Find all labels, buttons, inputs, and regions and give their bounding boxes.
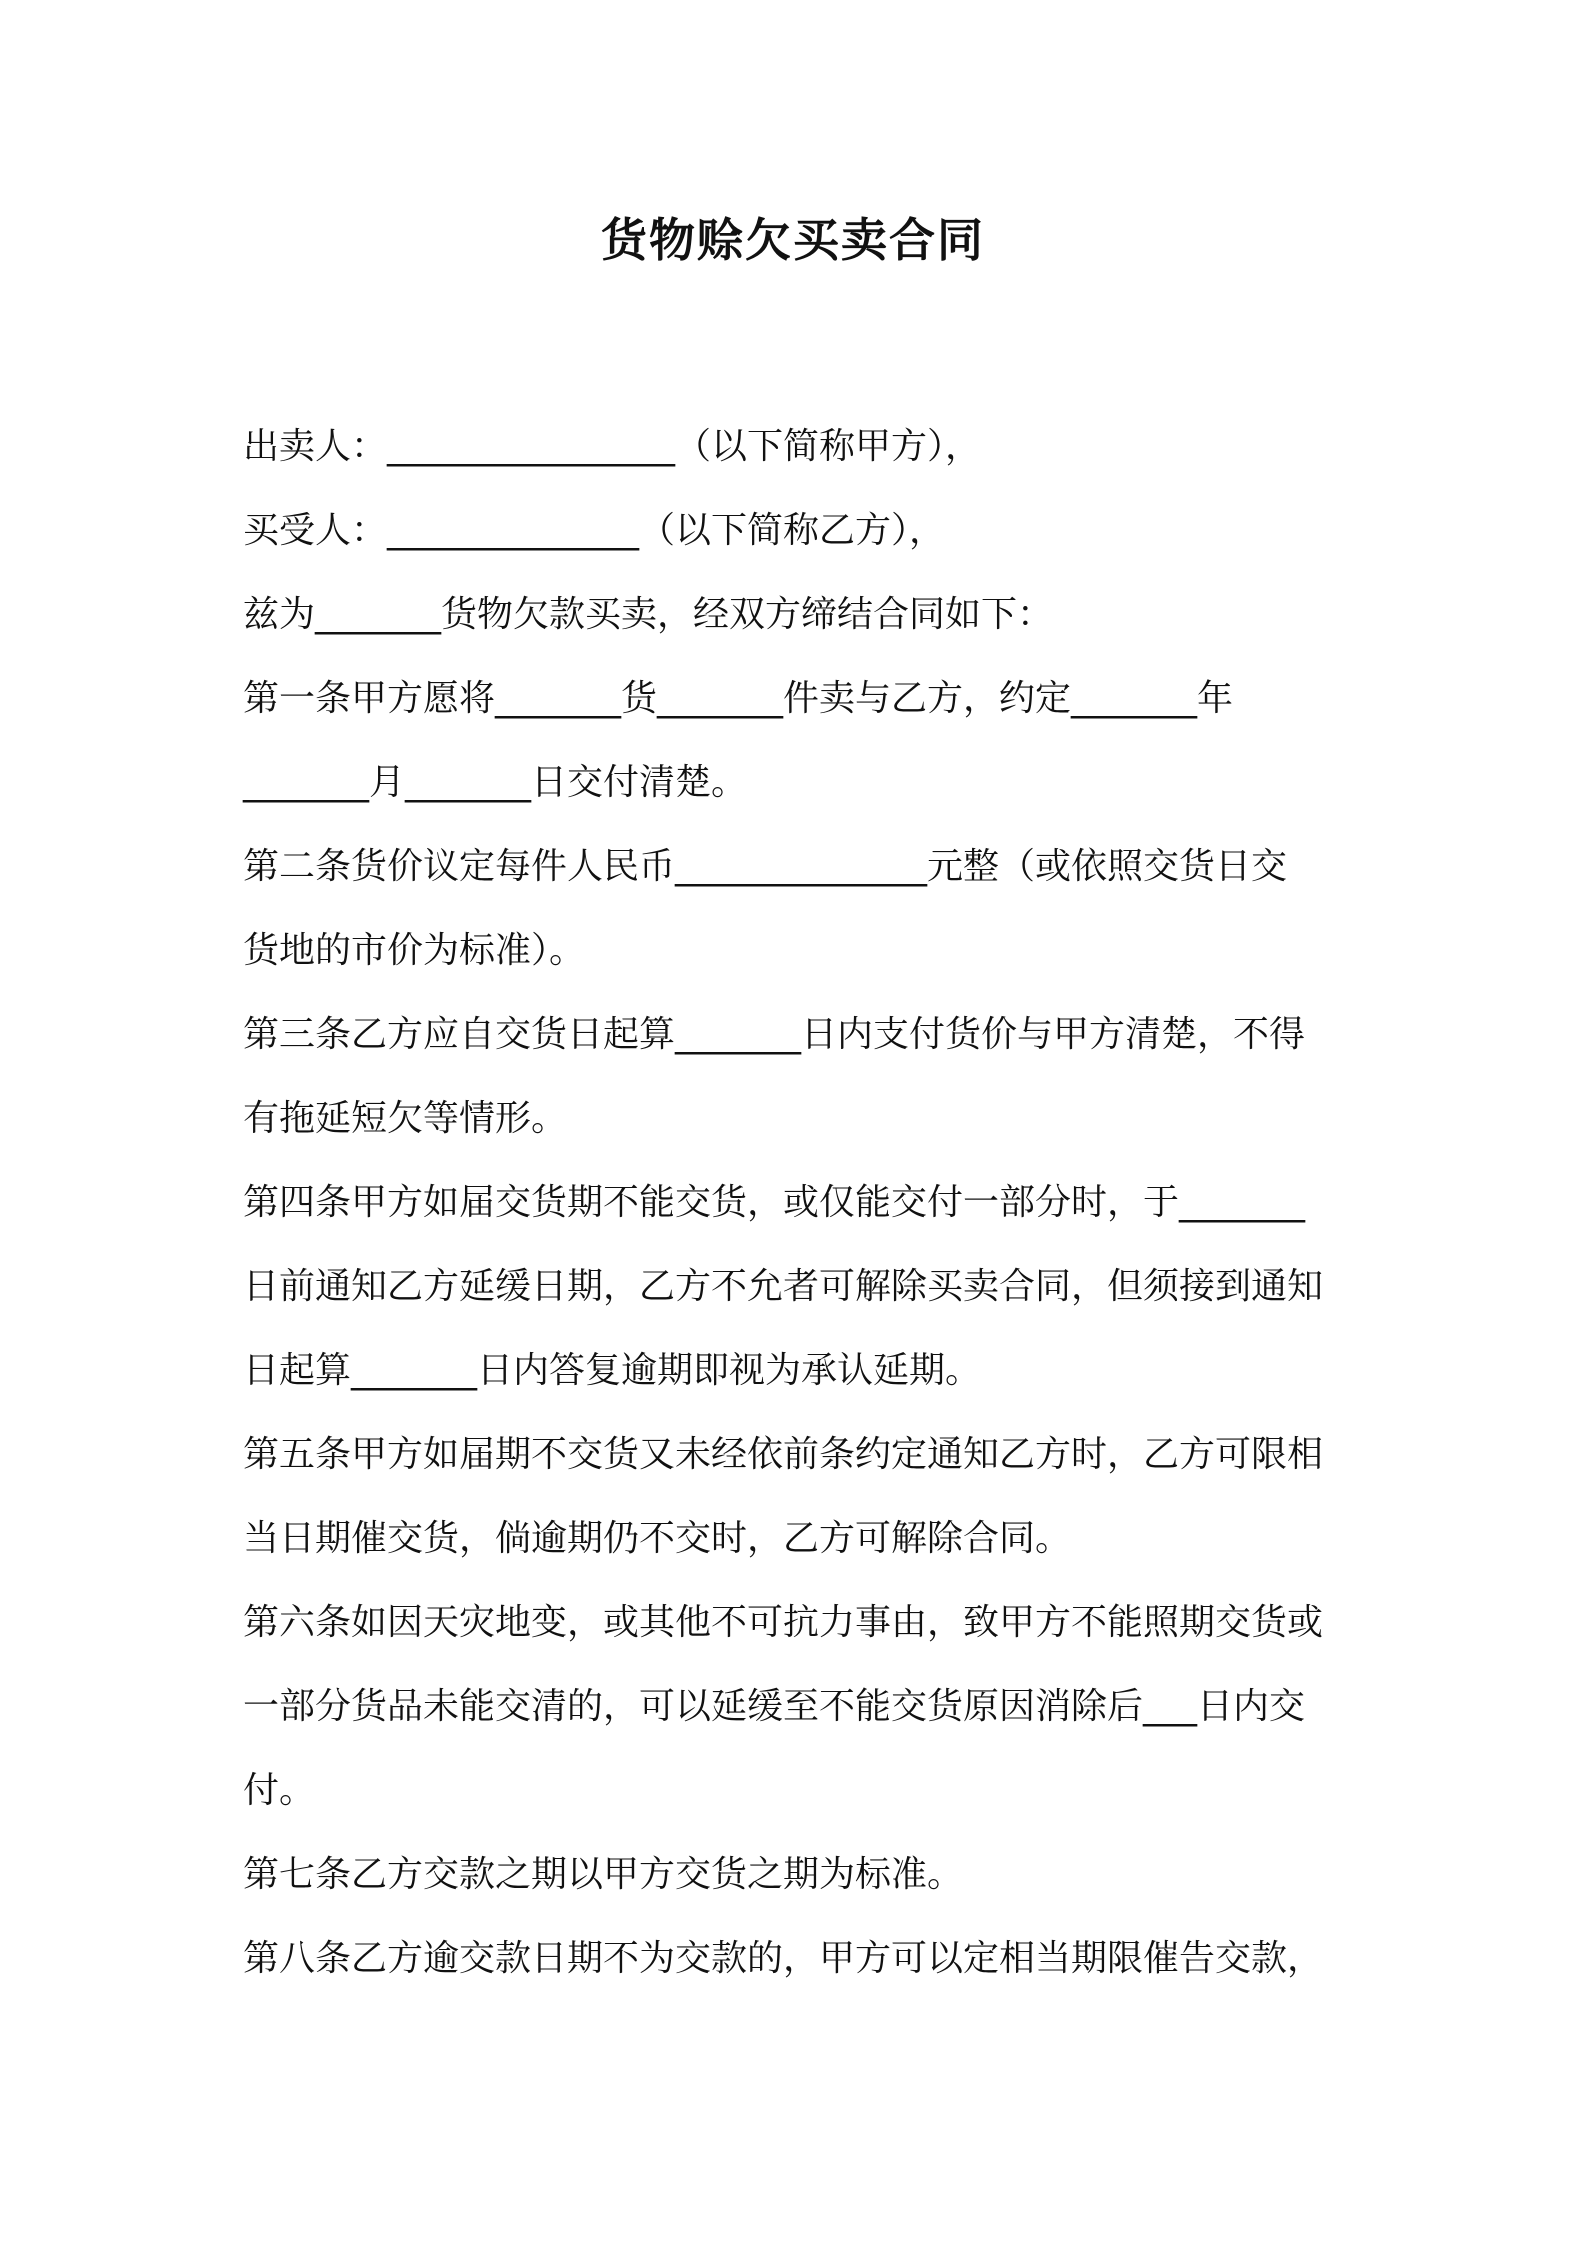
text-line: 货地的市价为标准）。 — [243, 930, 586, 971]
text-line: 日前通知乙方延缓日期，乙方不允者可解除买卖合同，但须接到通知 — [243, 1266, 1324, 1307]
document-body — [243, 405, 1358, 2001]
text-line: _______月_______日交付清楚。 — [243, 762, 748, 803]
text-line: 付。 — [243, 1770, 316, 1811]
text-line: 第二条货价议定每件人民币______________元整（或依照交货日交 — [243, 846, 1288, 887]
text-line: 第一条甲方愿将_______货_______件卖与乙方，约定_______年 — [243, 678, 1234, 719]
document-title: 货物赊欠买卖合同 — [601, 213, 985, 267]
text-line: 买受人：______________（以下简称乙方）， — [243, 510, 946, 551]
text-line: 兹为_______货物欠款买卖，经双方缔结合同如下： — [243, 594, 1054, 635]
text-line: 日起算_______日内答复逾期即视为承认延期。 — [243, 1350, 982, 1391]
text-line: 第八条乙方逾交款日期不为交款的，甲方可以定相当期限催告交款， — [243, 1938, 1324, 1979]
text-line: 第三条乙方应自交货日起算_______日内支付货价与甲方清楚，不得 — [243, 1014, 1306, 1055]
text-line: 有拖延短欠等情形。 — [243, 1098, 568, 1139]
text-line: 第四条甲方如届交货期不能交货，或仅能交付一部分时，于_______ — [243, 1182, 1306, 1223]
text-line: 一部分货品未能交清的，可以延缓至不能交货原因消除后___日内交 — [243, 1686, 1306, 1727]
text-line: 第七条乙方交款之期以甲方交货之期为标准。 — [243, 1854, 964, 1895]
text-line: 当日期催交货，倘逾期仍不交时，乙方可解除合同。 — [243, 1518, 1072, 1559]
text-line: 第五条甲方如届期不交货又未经依前条约定通知乙方时，乙方可限相 — [243, 1434, 1324, 1475]
text-line: 第六条如因天灾地变，或其他不可抗力事由，致甲方不能照期交货或 — [243, 1602, 1324, 1643]
text-line: 出卖人：________________（以下简称甲方）， — [243, 426, 982, 467]
